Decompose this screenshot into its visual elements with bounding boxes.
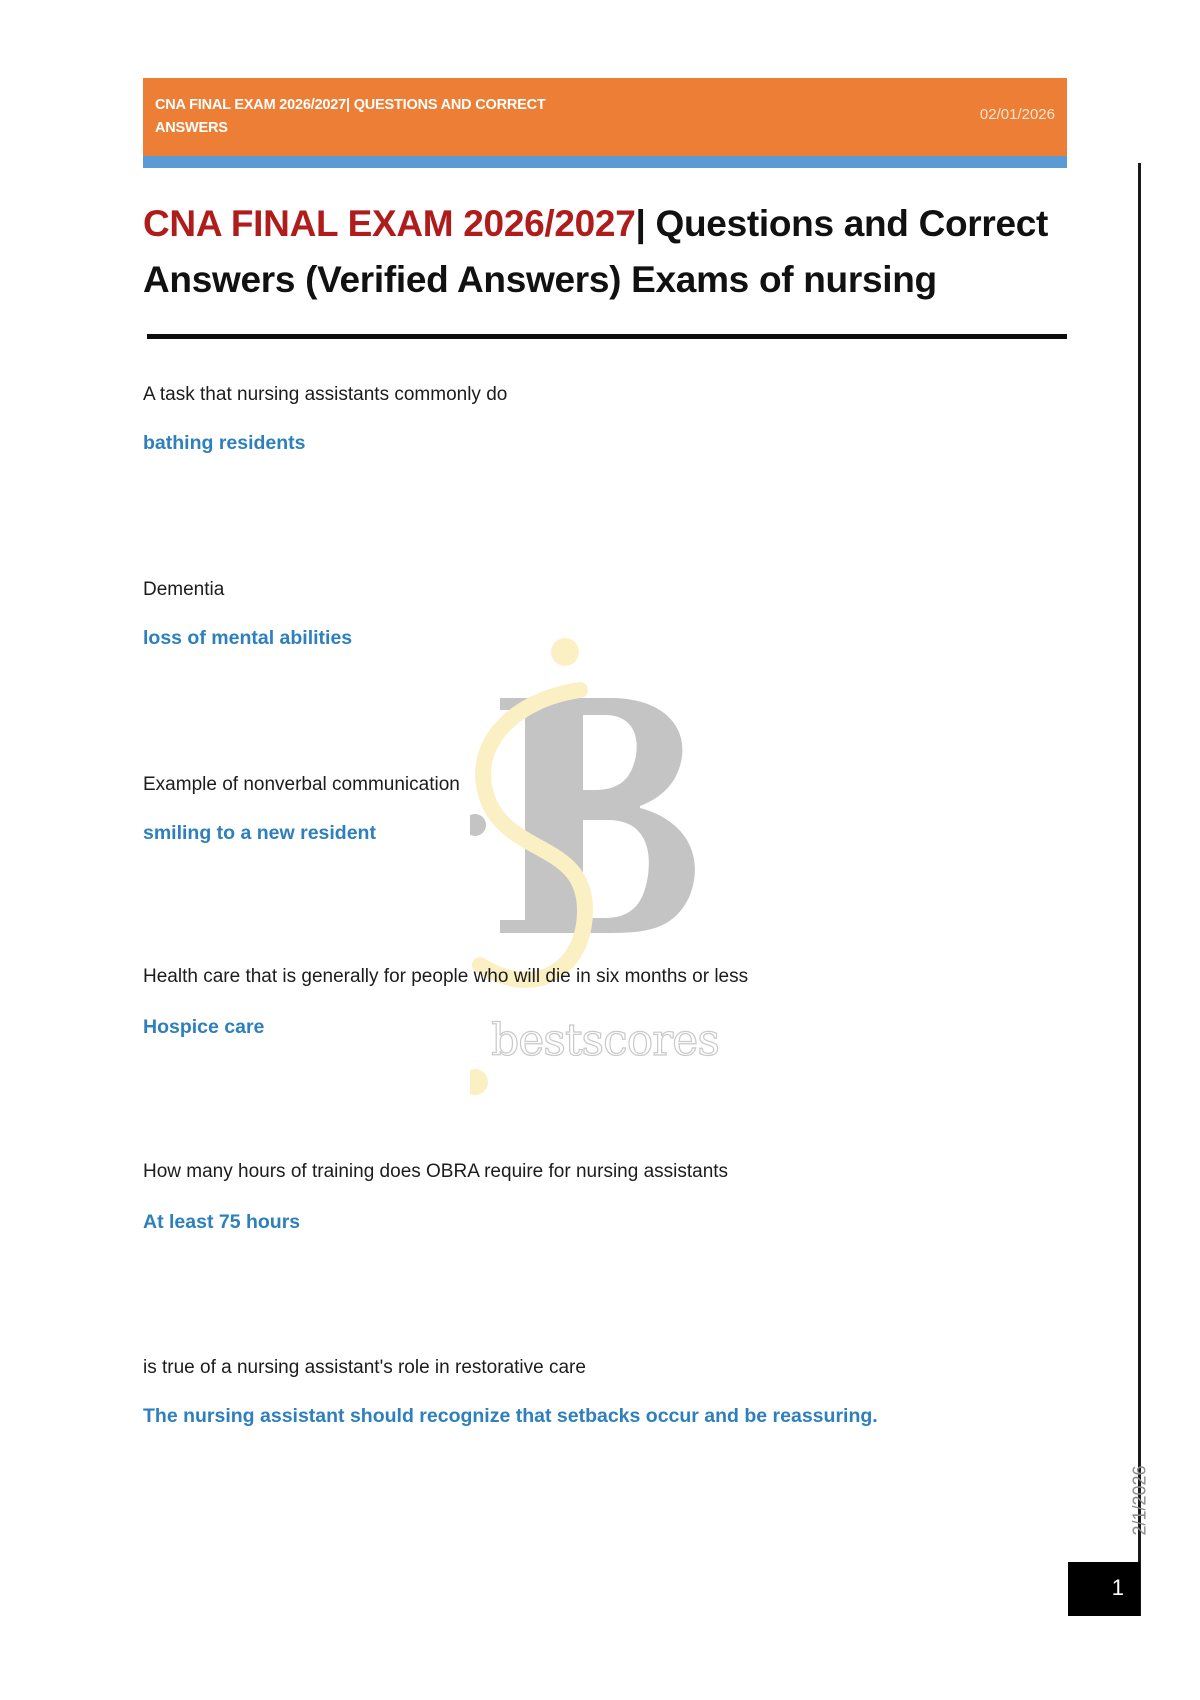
page-title-accent: CNA FINAL EXAM 2026/2027 [143,203,636,244]
question-text: Health care that is generally for people who will die in six months or less [143,966,749,987]
qa-item [143,773,1043,845]
header-band [143,78,1067,156]
qa-item [143,965,1043,1039]
header-title: CNA FINAL EXAM 2026/2027| QUESTIONS AND CORRECT ANSWERS [155,97,546,136]
page-number: 1 [1111,1575,1124,1600]
page-number-box [1068,1562,1140,1616]
header-stripe [143,156,1067,168]
watermark-text: bestscores [491,1015,719,1066]
question-text: Example of nonverbal communication [143,774,460,795]
title-divider [147,334,1067,339]
qa-item [143,1160,1043,1234]
page-title [143,196,1073,308]
page-title-rest: | Questions and Correct Answers (Verified Answers) Exams of nursing [143,203,1049,300]
answer-text: At least 75 hours [143,1211,301,1233]
answer-text: Hospice care [143,1016,265,1038]
qa-item [143,1356,1043,1428]
qa-item [143,578,1043,650]
qa-item [143,383,1043,455]
header-date: 02/01/2026 [979,106,1055,123]
question-text: Dementia [143,579,225,600]
question-text: is true of a nursing assistant's role in restorative care [143,1357,586,1378]
answer-text: bathing residents [143,432,306,454]
question-text: How many hours of training does OBRA require for nursing assistants [143,1161,729,1182]
answer-text: loss of mental abilities [143,627,353,649]
right-margin-rule [1138,163,1141,1616]
answer-text: smiling to a new resident [143,822,376,844]
question-text: A task that nursing assistants commonly do [143,384,508,405]
side-date: 2/1/2026 [1129,1465,1150,1536]
answer-text: The nursing assistant should recognize that setbacks occur and be reassuring. [143,1405,878,1427]
